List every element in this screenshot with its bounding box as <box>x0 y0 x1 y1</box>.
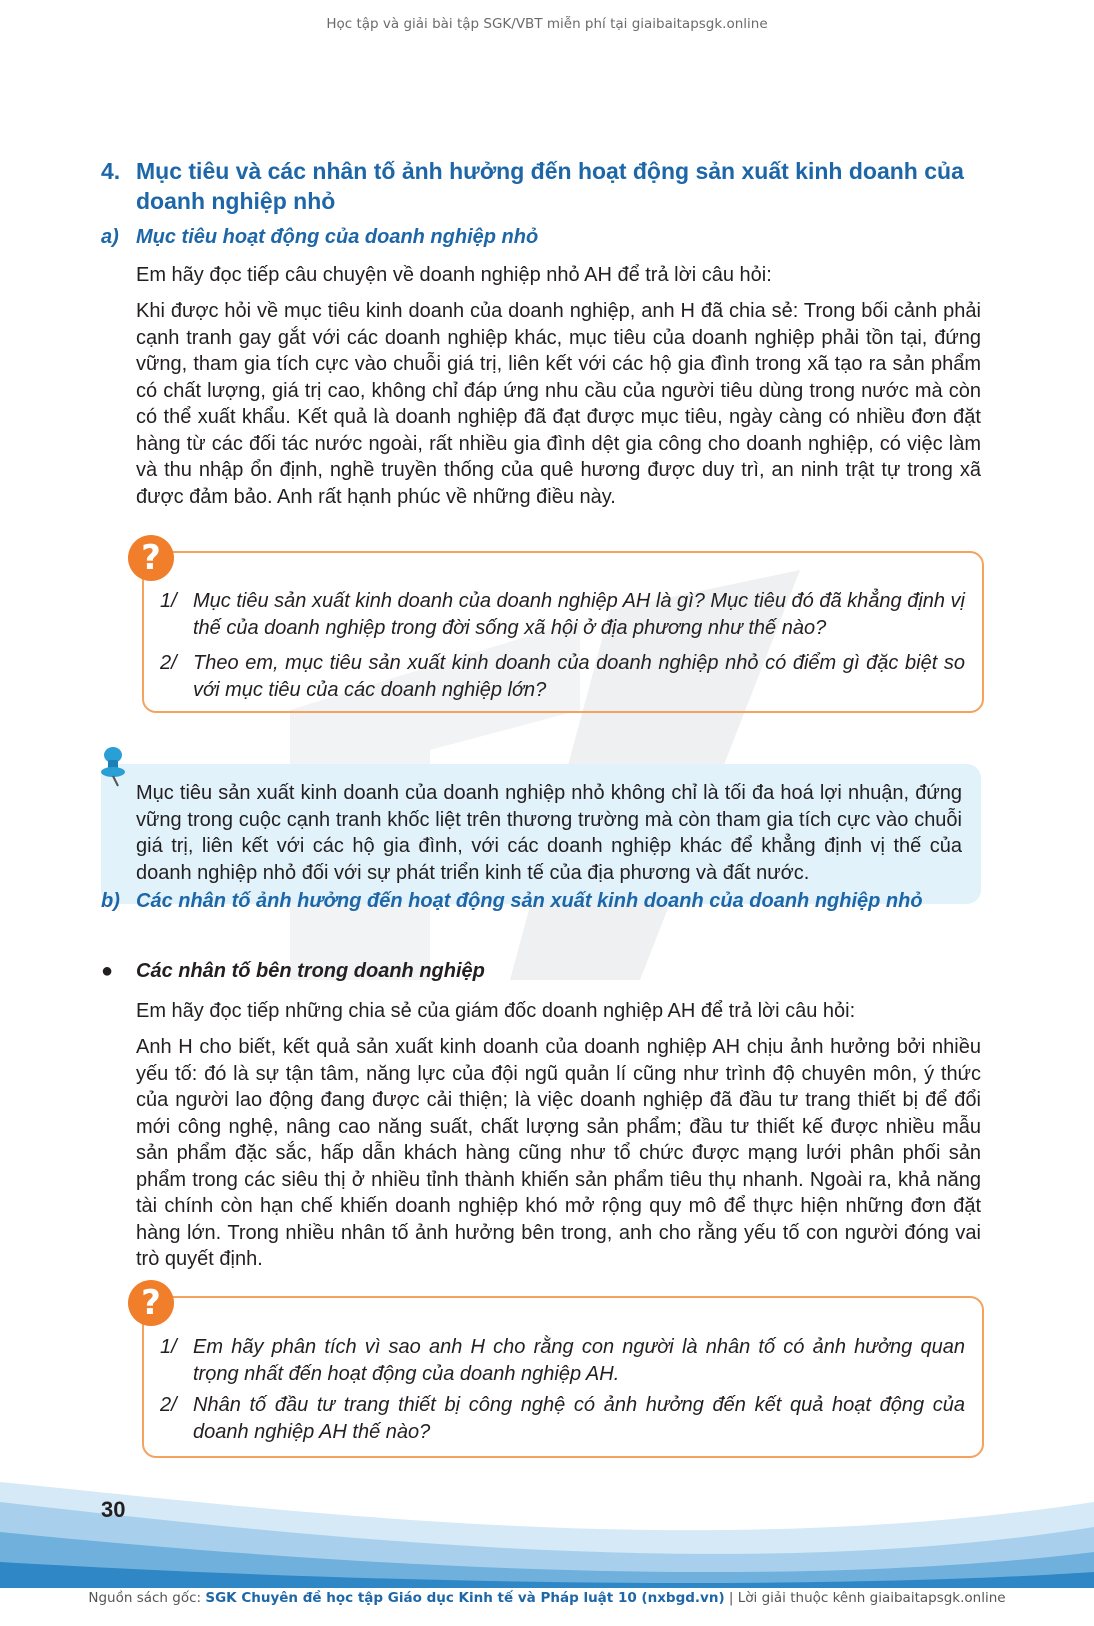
intro-b: Em hãy đọc tiếp những chia sẻ của giám đốc doanh nghiệp AH để trả lời câu hỏi: <box>136 1000 856 1022</box>
section-heading <box>101 156 981 216</box>
footer-source-link[interactable]: SGK Chuyên đề học tập Giáo dục Kinh tế và Pháp luật 10 (nxbgd.vn) <box>205 1590 725 1606</box>
footer-suffix: | Lời giải thuộc kênh giaibaitapsgk.online <box>724 1590 1006 1606</box>
pushpin-icon <box>98 745 134 787</box>
subheading-a <box>101 226 1001 249</box>
question-number: 1/ <box>160 590 177 612</box>
question-text: Theo em, mục tiêu sản xuất kinh doanh của doanh nghiệp nhỏ có điểm gì đặc biệt so với mục tiêu của các doanh nghiệp lớn? <box>193 652 965 701</box>
subheading-b-title: Các nhân tố ảnh hưởng đến hoạt động sản xuất kinh doanh của doanh nghiệp nhỏ <box>136 890 923 912</box>
question-number: 1/ <box>160 1336 177 1358</box>
question-a-1 <box>160 588 965 641</box>
subheading-a-letter: a) <box>101 226 119 248</box>
subheading-a-title: Mục tiêu hoạt động của doanh nghiệp nhỏ <box>136 226 539 248</box>
question-mark-icon: ? <box>128 1280 174 1326</box>
intro-a: Em hãy đọc tiếp câu chuyện về doanh nghiệp nhỏ AH để trả lời câu hỏi: <box>136 264 772 286</box>
footer <box>0 1590 1094 1606</box>
question-text: Mục tiêu sản xuất kinh doanh của doanh nghiệp AH là gì? Mục tiêu đó đã khẳng định vị thế của doanh nghiệp trong đời sống xã hội ở địa phương như thế nào? <box>193 590 966 639</box>
page-number: 30 <box>101 1497 126 1522</box>
story-a: Khi được hỏi về mục tiêu kinh doanh của doanh nghiệp, anh H đã chia sẻ: Trong bối cảnh phải cạnh tranh gay gắt với các doanh nghiệp khác, mục tiêu của doanh nghiệp phải tồn tại, đứng vững, tham gia tích cực vào chuỗi giá trị, liên kết với các hộ gia đình trong xã tạo ra sản phẩm có chất lượng, giá trị cao, không chỉ đáp ứng nhu cầu của người tiêu dùng trong nước mà còn có thể xuất khẩu. Kết quả là doanh nghiệp đã đạt được mục tiêu, ngày càng có nhiều đơn đặt hàng từ các đối tác nước ngoài, rất nhiều gia đình dệt gia công cho doanh nghiệp, có việc làm và thu nhập ổn định, nghề truyền thống của quê hương được duy trì, an ninh trật tự trong xã được đảm bảo. Anh rất hạnh phúc về những điều này. <box>136 300 981 508</box>
footer-wave-decoration <box>0 1472 1094 1588</box>
bullet-title: Các nhân tố bên trong doanh nghiệp <box>136 960 485 982</box>
question-a-2 <box>160 650 965 703</box>
top-note: Học tập và giải bài tập SGK/VBT miễn phí tại giaibaitapsgk.online <box>326 16 768 32</box>
question-text: Em hãy phân tích vì sao anh H cho rằng con người là nhân tố có ảnh hưởng quan trọng nhất đến hoạt động của doanh nghiệp AH. <box>193 1336 965 1385</box>
question-text: Nhân tố đầu tư trang thiết bị công nghệ có ảnh hưởng đến kết quả hoạt động của doanh nghiệp AH thế nào? <box>193 1394 965 1443</box>
section-title: Mục tiêu và các nhân tố ảnh hưởng đến hoạt động sản xuất kinh doanh của doanh nghiệp nhỏ <box>136 158 964 214</box>
story-b: Anh H cho biết, kết quả sản xuất kinh doanh của doanh nghiệp AH chịu ảnh hưởng bởi nhiều yếu tố: đó là sự tận tâm, năng lực của đội ngũ quản lí cũng như trình độ chuyên môn, ý thức của người lao động đang được cải thiện; là việc doanh nghiệp đã đầu tư trang thiết bị để đổi mới công nghệ, nâng cao năng suất, chất lượng sản phẩm; đầu tư thiết kế được nhiều mẫu sản phẩm đặc sắc, hấp dẫn khách hàng cũng như tổ chức được mạng lưới phân phối sản phẩm trong các siêu thị ở nhiều tỉnh thành khiến sản phẩm tiêu thụ nhanh. Ngoài ra, khả năng tài chính còn hạn chế khiến doanh nghiệp khó mở rộng quy mô để thực hiện những đơn đặt hàng lớn. Trong nhiều nhân tố ảnh hưởng bên trong, anh cho rằng yếu tố con người đóng vai trò quyết định. <box>136 1036 981 1270</box>
question-number: 2/ <box>160 652 177 674</box>
question-b-2 <box>160 1392 965 1445</box>
bullet-icon: ● <box>101 960 114 982</box>
bullet-heading <box>101 960 981 983</box>
section-number: 4. <box>101 158 121 184</box>
key-note-text: Mục tiêu sản xuất kinh doanh của doanh nghiệp nhỏ không chỉ là tối đa hoá lợi nhuận, đứng vững trong cuộc cạnh tranh khốc liệt trên thương trường mà còn tham gia tích cực vào chuỗi giá trị, liên kết với các hộ gia đình, với các doanh nghiệp khác để khẳng định vị thế của doanh nghiệp nhỏ đối với sự phát triển kinh tế của địa phương và đất nước. <box>136 782 962 884</box>
subheading-b <box>101 890 1001 913</box>
footer-prefix: Nguồn sách gốc: <box>88 1590 206 1606</box>
subheading-b-letter: b) <box>101 890 120 912</box>
question-mark-icon: ? <box>128 535 174 581</box>
question-number: 2/ <box>160 1394 177 1416</box>
question-b-1 <box>160 1334 965 1387</box>
